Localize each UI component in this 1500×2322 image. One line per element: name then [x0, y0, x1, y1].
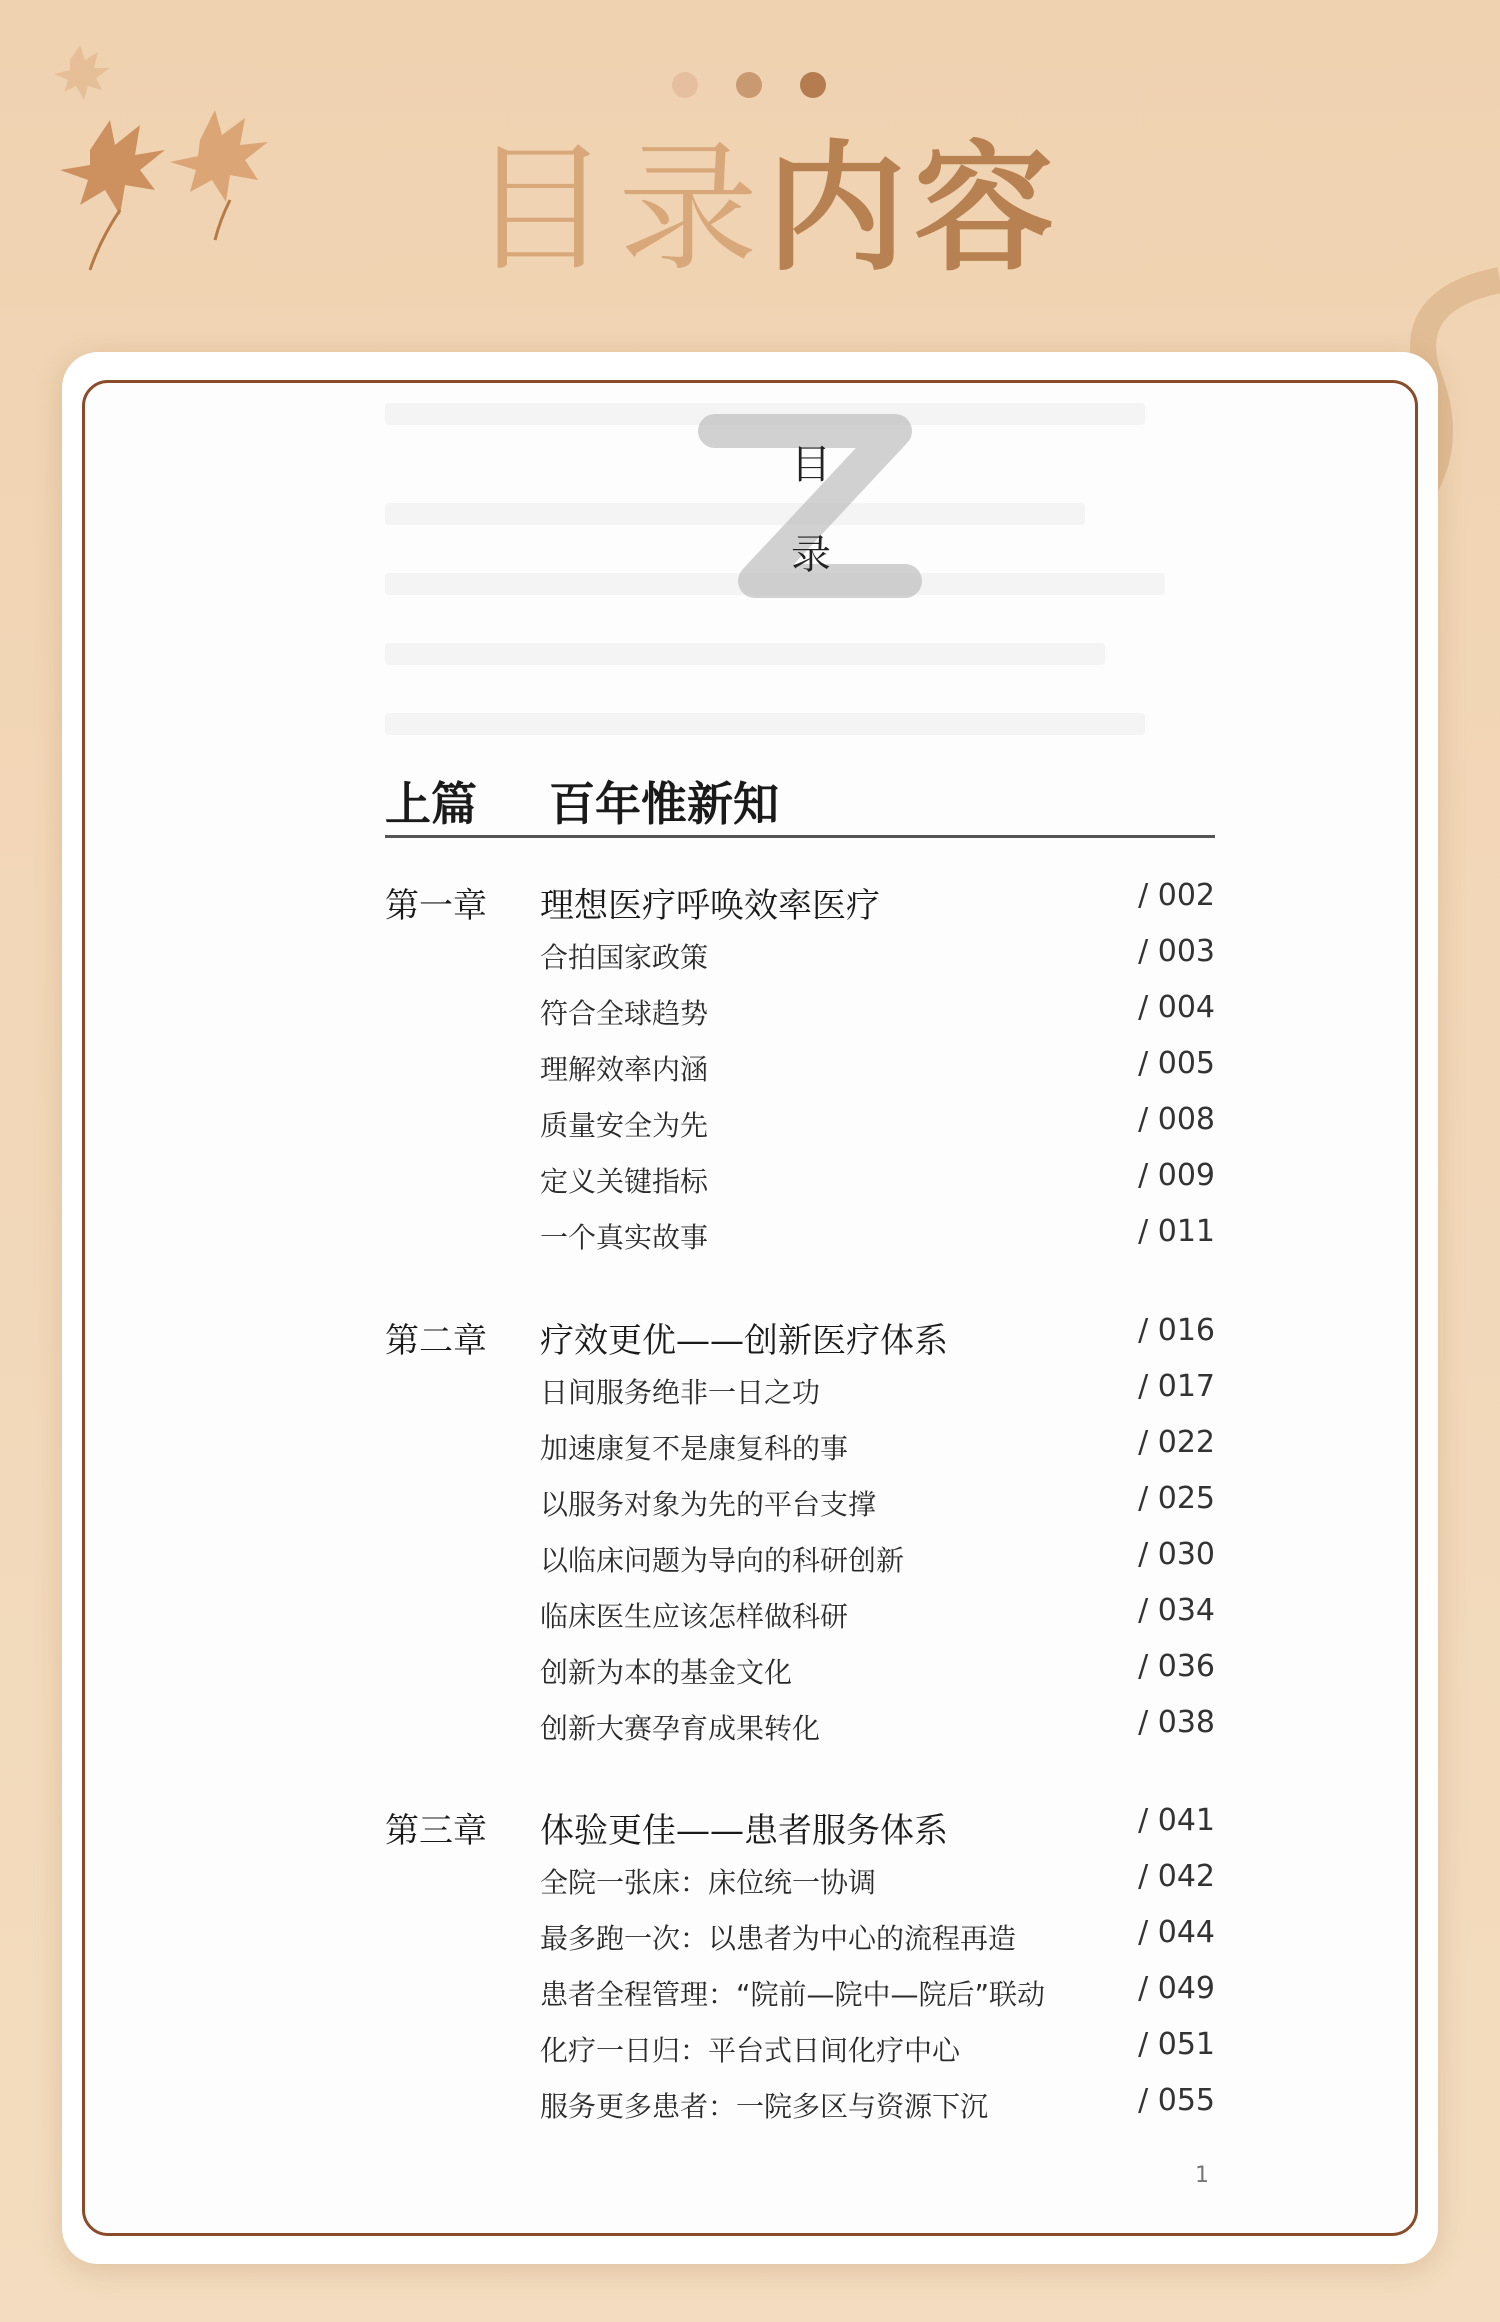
dot-1	[672, 72, 698, 98]
page-number: 1	[1195, 2163, 1209, 2188]
toc-heading-char-2: 录	[791, 532, 831, 578]
toc-card	[62, 352, 1438, 2264]
part-heading	[385, 768, 1215, 834]
chapter-title: 疗效更优——创新医疗体系	[540, 1321, 948, 1361]
dot-2	[736, 72, 762, 98]
section-title: 化疗一日归：平台式日间化疗中心	[540, 2034, 961, 2067]
section-title: 定义关键指标	[540, 1165, 709, 1198]
section-title: 加速康复不是康复科的事	[540, 1432, 849, 1465]
section-row[interactable]	[385, 1971, 1215, 2027]
section-page: / 025	[1138, 1481, 1215, 1516]
section-page: / 051	[1138, 2027, 1215, 2062]
chapter-number: 第一章	[385, 886, 487, 926]
section-title: 创新大赛孕育成果转化	[540, 1712, 821, 1745]
section-title: 合拍国家政策	[540, 941, 709, 974]
section-title: 符合全球趋势	[540, 997, 709, 1030]
section-row[interactable]	[385, 1214, 1215, 1270]
section-row[interactable]	[385, 1593, 1215, 1649]
banner-title-bold: 内容	[766, 128, 1063, 291]
chapter-page: / 002	[1138, 878, 1215, 913]
banner-title-light: 目录	[470, 128, 767, 291]
section-title: 一个真实故事	[540, 1221, 709, 1254]
section-row[interactable]	[385, 1158, 1215, 1214]
chapter-number: 第三章	[385, 1811, 487, 1851]
section-page: / 022	[1138, 1425, 1215, 1460]
section-row[interactable]	[385, 1425, 1215, 1481]
section-title: 服务更多患者：一院多区与资源下沉	[540, 2090, 989, 2123]
section-page: / 005	[1138, 1046, 1215, 1081]
toc-heading-char-1: 目	[791, 442, 831, 488]
section-page: / 036	[1138, 1649, 1215, 1684]
section-page: / 017	[1138, 1369, 1215, 1404]
dot-3	[800, 72, 826, 98]
section-page: / 009	[1138, 1158, 1215, 1193]
section-title: 日间服务绝非一日之功	[540, 1376, 821, 1409]
section-title: 全院一张床：床位统一协调	[540, 1866, 877, 1899]
maple-leaves-decoration	[30, 30, 330, 290]
section-page: / 055	[1138, 2083, 1215, 2118]
banner-title	[470, 128, 1063, 291]
section-page: / 030	[1138, 1537, 1215, 1572]
section-page: / 038	[1138, 1705, 1215, 1740]
chapter-row[interactable]	[385, 878, 1215, 934]
section-row[interactable]	[385, 1369, 1215, 1425]
section-row[interactable]	[385, 1046, 1215, 1102]
part-title: 百年惟新知	[549, 777, 780, 831]
chapter-row[interactable]	[385, 1803, 1215, 1859]
section-page: / 049	[1138, 1971, 1215, 2006]
chapter-page: / 016	[1138, 1313, 1215, 1348]
section-row[interactable]	[385, 2027, 1215, 2083]
section-title: 质量安全为先	[540, 1109, 709, 1142]
carousel-dots	[672, 72, 826, 98]
chapter-3	[385, 1803, 1215, 2139]
section-row[interactable]	[385, 1649, 1215, 1705]
section-row[interactable]	[385, 1915, 1215, 1971]
section-row[interactable]	[385, 1705, 1215, 1761]
section-row[interactable]	[385, 1537, 1215, 1593]
chapter-2	[385, 1313, 1215, 1761]
section-title: 以临床问题为导向的科研创新	[540, 1544, 905, 1577]
section-title: 患者全程管理：“院前—院中—院后”联动	[540, 1978, 1046, 2011]
chapter-number: 第二章	[385, 1321, 487, 1361]
section-page: / 008	[1138, 1102, 1215, 1137]
section-page: / 011	[1138, 1214, 1215, 1249]
chapter-page: / 041	[1138, 1803, 1215, 1838]
section-row[interactable]	[385, 2083, 1215, 2139]
toc-page	[82, 380, 1418, 2236]
chapter-row[interactable]	[385, 1313, 1215, 1369]
section-title: 创新为本的基金文化	[540, 1656, 793, 1689]
section-title: 临床医生应该怎样做科研	[540, 1600, 849, 1633]
section-row[interactable]	[385, 1102, 1215, 1158]
section-page: / 004	[1138, 990, 1215, 1025]
section-row[interactable]	[385, 1859, 1215, 1915]
section-page: / 042	[1138, 1859, 1215, 1894]
part-divider	[385, 835, 1215, 838]
section-page: / 044	[1138, 1915, 1215, 1950]
section-title: 最多跑一次：以患者为中心的流程再造	[540, 1922, 1017, 1955]
section-page: / 003	[1138, 934, 1215, 969]
section-row[interactable]	[385, 1481, 1215, 1537]
section-row[interactable]	[385, 990, 1215, 1046]
section-title: 理解效率内涵	[540, 1053, 709, 1086]
section-row[interactable]	[385, 934, 1215, 990]
chapter-title: 体验更佳——患者服务体系	[540, 1811, 948, 1851]
section-page: / 034	[1138, 1593, 1215, 1628]
chapter-title: 理想医疗呼唤效率医疗	[540, 886, 880, 926]
part-label: 上篇	[385, 777, 477, 831]
section-title: 以服务对象为先的平台支撑	[540, 1488, 877, 1521]
chapter-1	[385, 878, 1215, 1270]
